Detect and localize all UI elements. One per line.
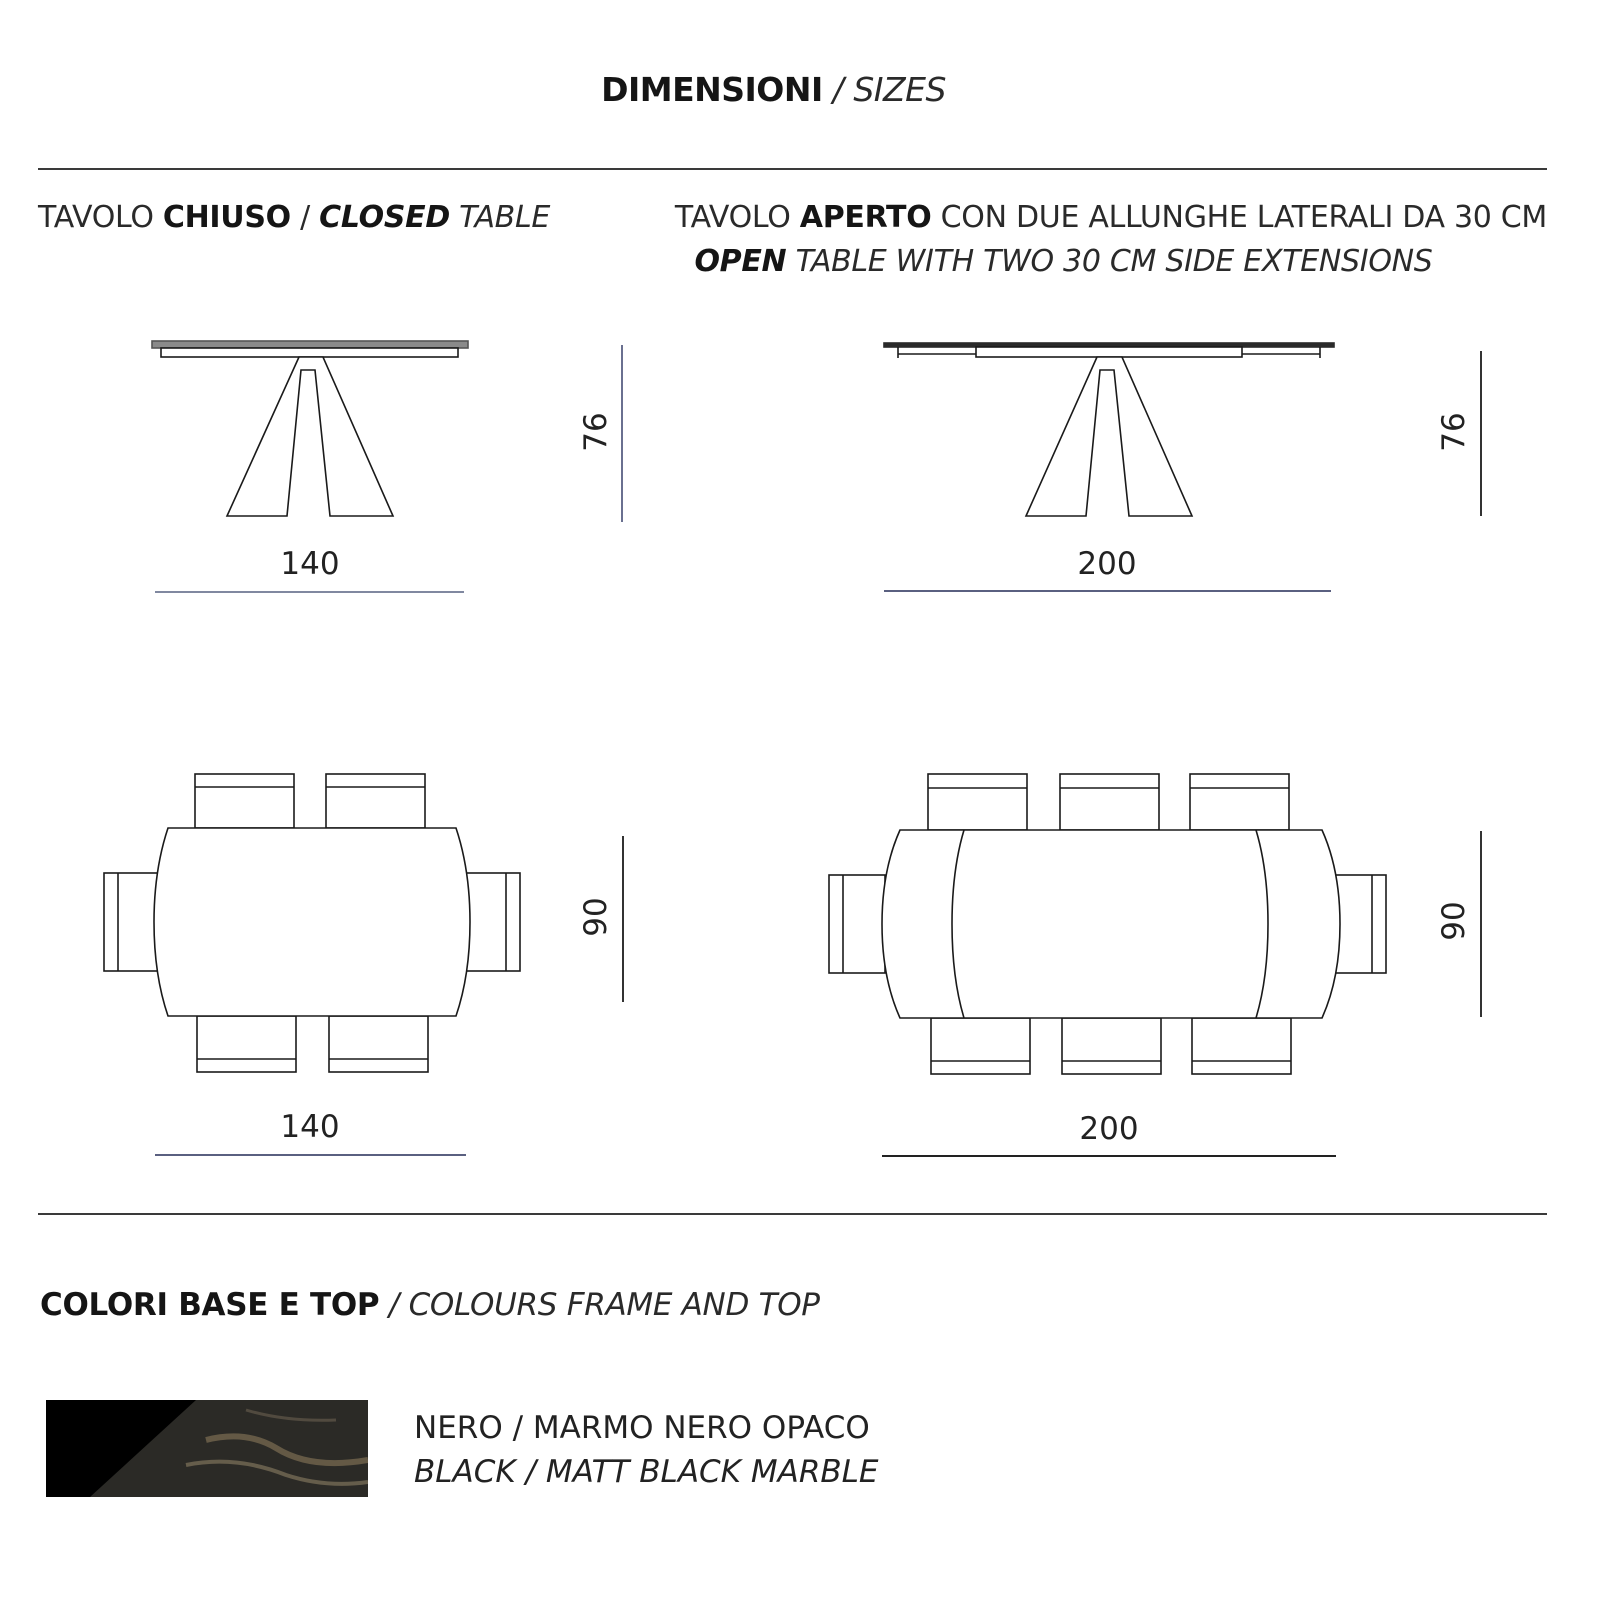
open-heading-aperto: APERTO xyxy=(799,200,932,235)
open-side-view xyxy=(884,343,1334,516)
closed-height-label: 76 xyxy=(578,412,614,452)
title-bold: DIMENSIONI xyxy=(601,70,823,109)
open-plan-depth-label: 90 xyxy=(1436,901,1472,941)
colour-option-en: BLACK / MATT BLACK MARBLE xyxy=(414,1454,879,1490)
closed-heading-chiuso: CHIUSO xyxy=(162,200,291,235)
title-italic: / SIZES xyxy=(822,70,946,109)
bottom-divider xyxy=(38,1213,1547,1215)
colours-heading-bold: COLORI BASE E TOP xyxy=(40,1287,380,1323)
black-marble-swatch xyxy=(46,1400,368,1497)
open-plan-view xyxy=(829,774,1386,1074)
colour-option-it: NERO / MARMO NERO OPACO xyxy=(414,1410,870,1446)
open-plan-width-label: 200 xyxy=(1079,1111,1139,1147)
closed-plan-depth-label: 90 xyxy=(578,897,614,937)
open-heading-open: OPEN xyxy=(694,244,787,279)
colours-heading-italic: / COLOURS FRAME AND TOP xyxy=(379,1287,820,1323)
colour-swatch xyxy=(46,1400,368,1497)
closed-heading-closed: CLOSED xyxy=(319,200,450,235)
closed-plan-view xyxy=(104,774,520,1072)
open-heading-extensions-en: TABLE WITH TWO 30 CM SIDE EXTENSIONS xyxy=(786,244,1433,279)
open-height-label: 76 xyxy=(1436,412,1472,452)
closed-plan-width-label: 140 xyxy=(280,1109,340,1145)
closed-side-view xyxy=(152,341,468,516)
open-width-label: 200 xyxy=(1077,546,1137,582)
open-heading-extensions-it: CON DUE ALLUNGHE LATERALI DA 30 CM xyxy=(931,200,1547,235)
closed-width-label: 140 xyxy=(280,546,340,582)
closed-heading-slash: / xyxy=(290,200,320,235)
colours-heading xyxy=(40,1287,820,1323)
closed-heading-table: TABLE xyxy=(449,200,551,235)
closed-heading-tavolo: TAVOLO xyxy=(38,200,163,235)
open-heading-tavolo: TAVOLO xyxy=(674,200,800,235)
